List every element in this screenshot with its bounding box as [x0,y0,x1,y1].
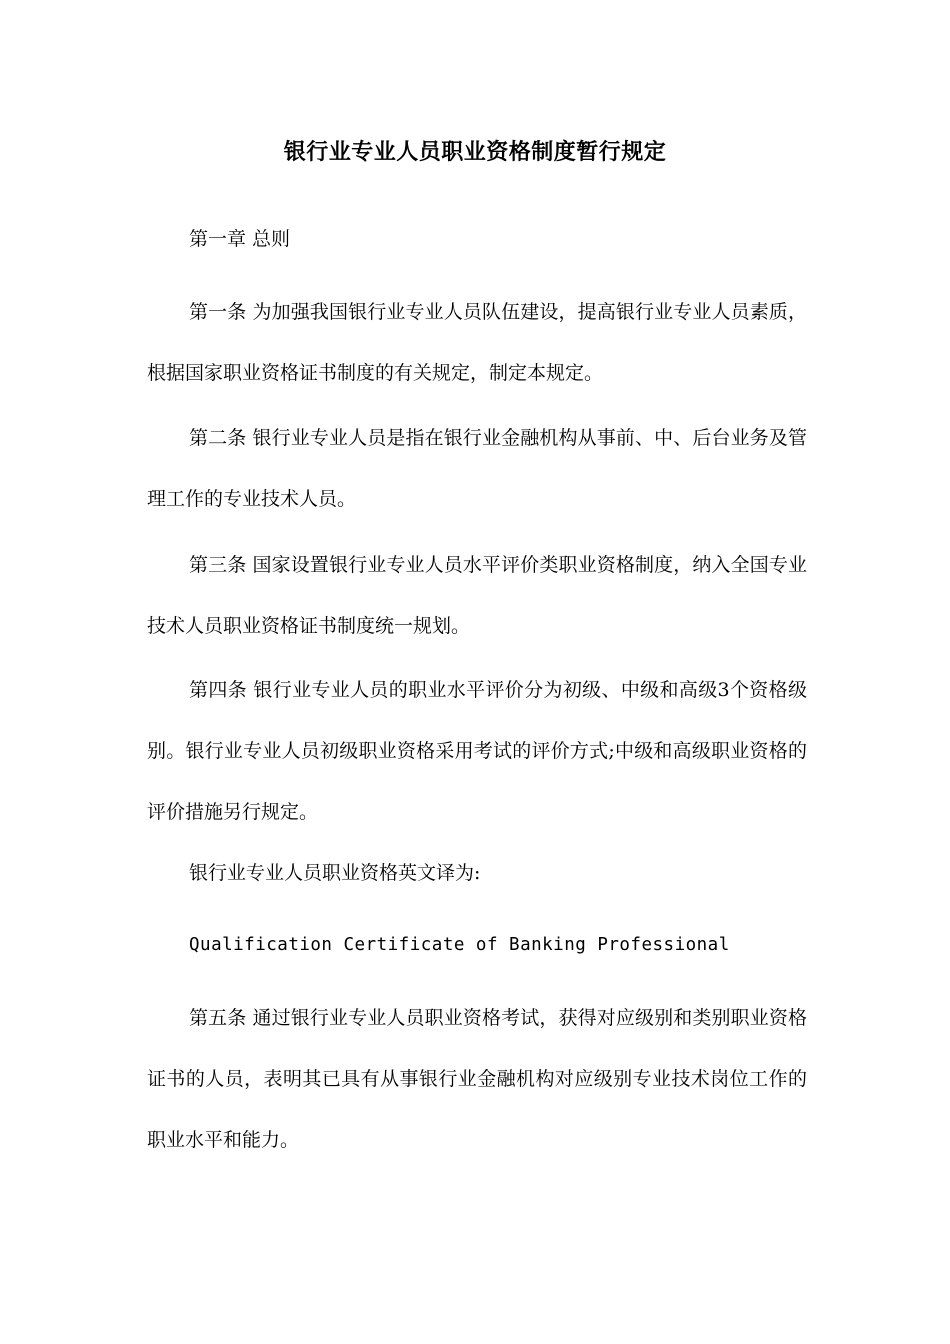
article-3: 第三条 国家设置银行业专业人员水平评价类职业资格制度，纳入全国专业技术人员职业资格证书制度统一规划。 [147,554,807,637]
english-translation-intro: 银行业专业人员职业资格英文译为: [189,862,481,884]
chapter-heading: 第一章 总则 [189,228,291,250]
article-4: 第四条 银行业专业人员的职业水平评价分为初级、中级和高级3个资格级别。银行业专业人员初级职业资格采用考试的评价方式;中级和高级职业资格的评价措施另行规定。 [147,679,807,823]
article-2: 第二条 银行业专业人员是指在银行业金融机构从事前、中、后台业务及管理工作的专业技术人员。 [147,427,807,510]
document-title: 银行业专业人员职业资格制度暂行规定 [283,139,667,165]
article-1: 第一条 为加强我国银行业专业人员队伍建设，提高银行业专业人员素质，根据国家职业资格证书制度的有关规定，制定本规定。 [147,301,807,384]
english-qualification-name: Qualification Certificate of Banking Professional [189,935,730,955]
article-5: 第五条 通过银行业专业人员职业资格考试，获得对应级别和类别职业资格证书的人员，表明其已具有从事银行业金融机构对应级别专业技术岗位工作的职业水平和能力。 [147,1007,807,1151]
